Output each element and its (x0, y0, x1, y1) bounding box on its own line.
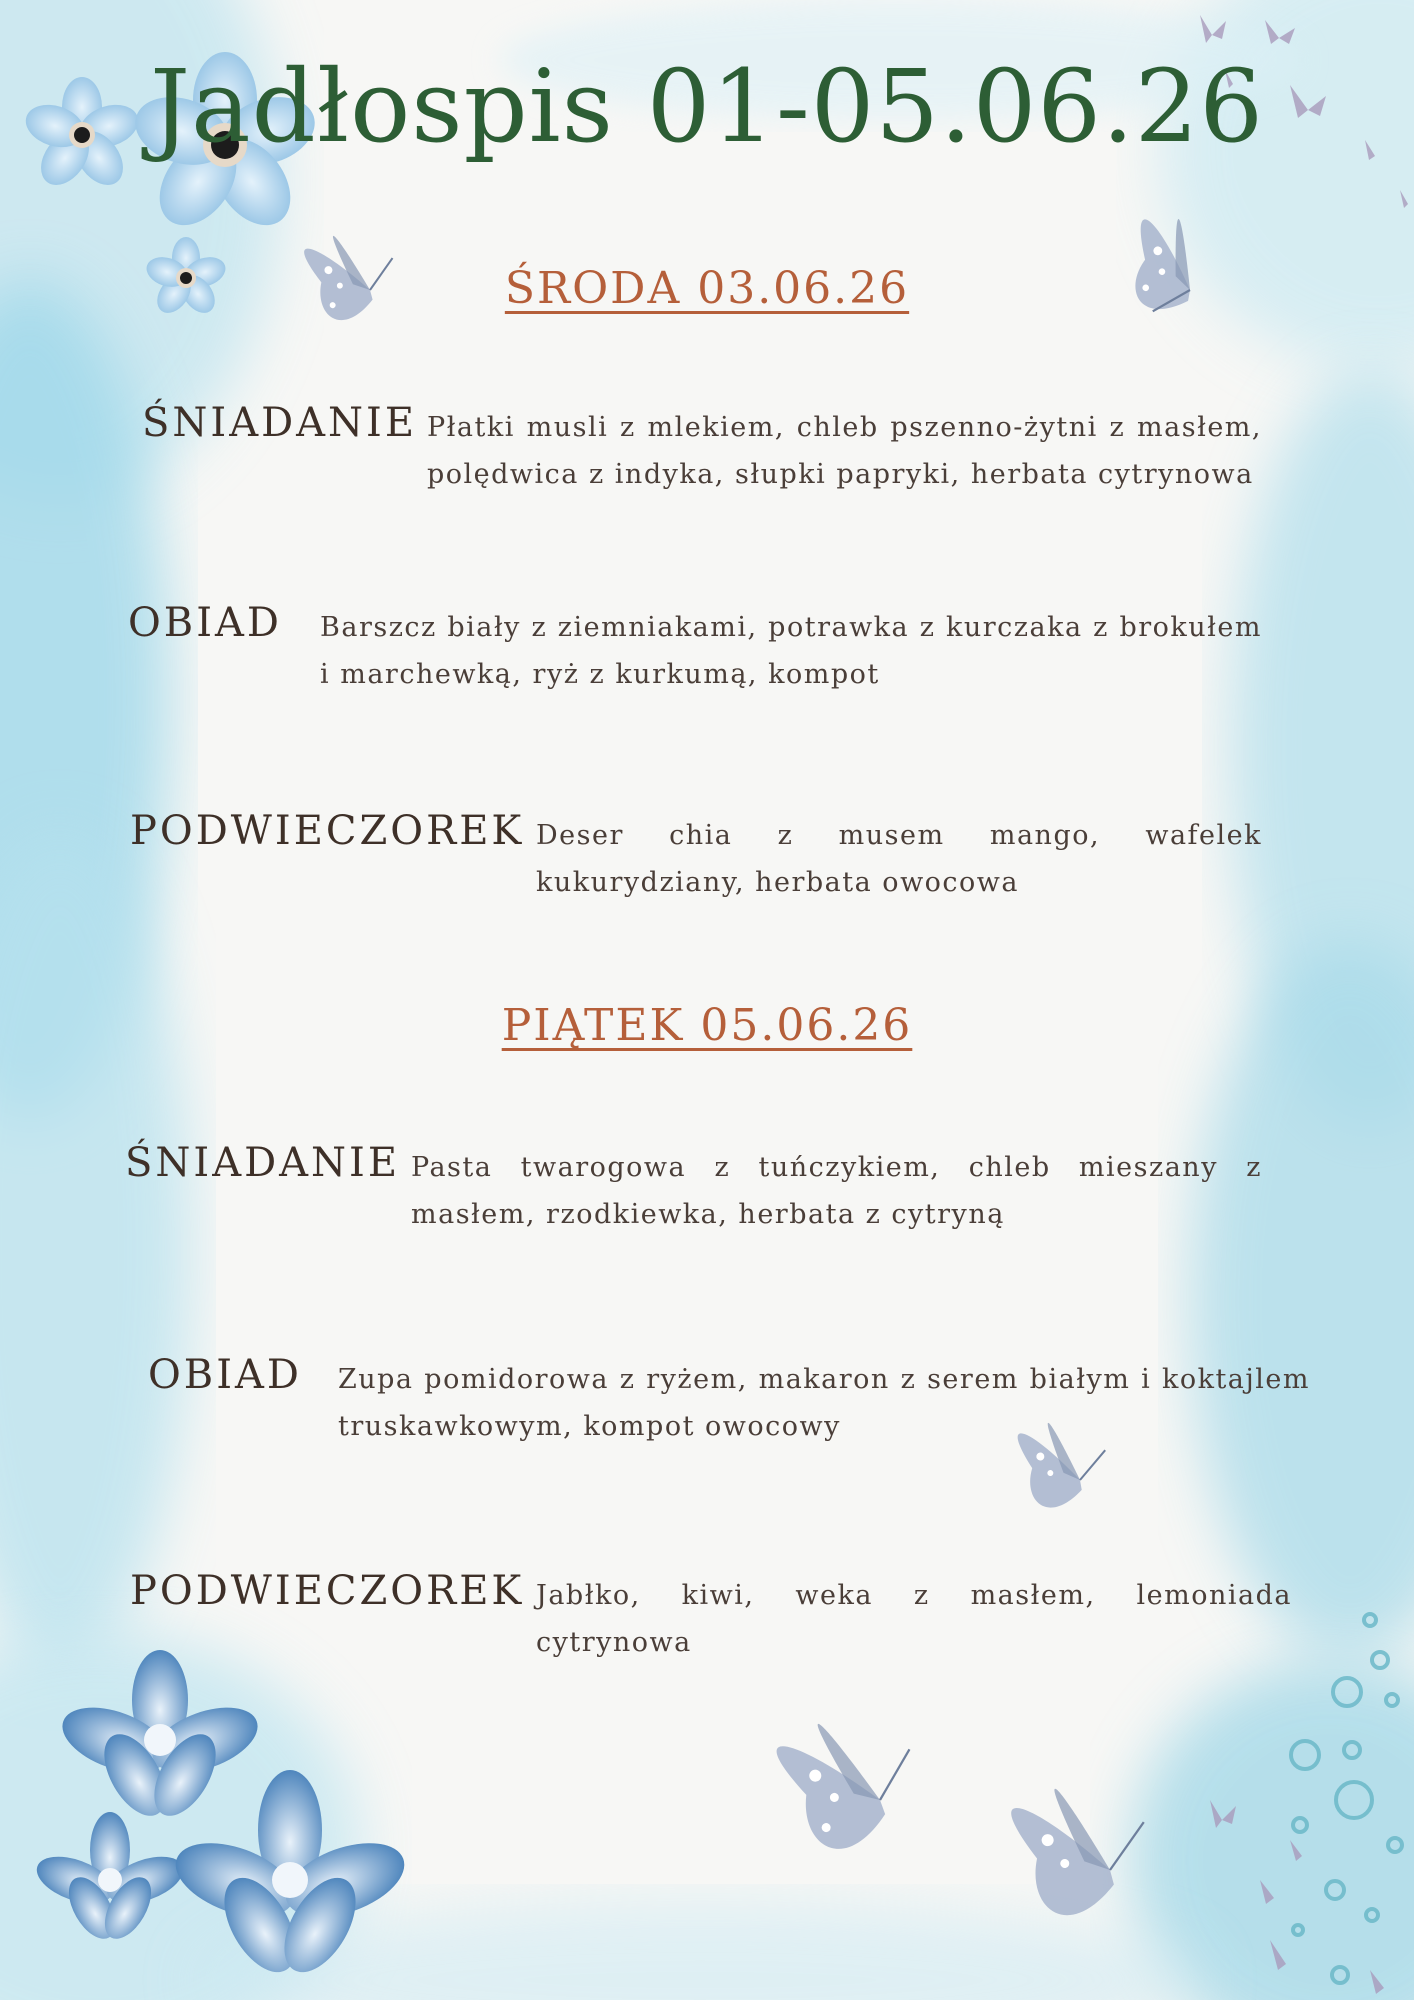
meal-text: Deser chia z musem mango, wafelek kukurydziany, herbata owocowa (536, 820, 1262, 898)
day-heading-piatek: PIĄTEK 05.06.26 (501, 1000, 913, 1051)
meal-label: OBIAD (128, 600, 282, 646)
meal-label: ŚNIADANIE (142, 400, 418, 446)
meal-label: PODWIECZOREK (130, 808, 525, 854)
meal-text: Jabłko, kiwi, weka z masłem, lemoniada cytrynowa (536, 1580, 1292, 1658)
page-title: Jadłospis 01-05.06.26 (149, 48, 1265, 165)
day-heading-sroda: ŚRODA 03.06.26 (504, 263, 910, 314)
butterfly-icon (772, 1697, 934, 1859)
meal-text: Płatki musli z mlekiem, chleb pszenno-żytni z masłem, polędwica z indyka, słupki papryki, herbata cytrynowa (427, 412, 1262, 490)
meal-text: Zupa pomidorowa z ryżem, makaron z serem białym i koktajlem truskawkowym, kompot owocowy (338, 1364, 1310, 1442)
meal-label: ŚNIADANIE (125, 1140, 401, 1186)
meal-text: Barszcz biały z ziemniakami, potrawka z kurczaka z brokułem i marchewką, ryż z kurkumą, kompot (320, 612, 1262, 690)
meal-text: Pasta twarogowa z tuńczykiem, chleb mieszany z masłem, rzodkiewka, herbata z cytryną (411, 1152, 1262, 1230)
meal-label: OBIAD (148, 1352, 302, 1398)
meal-label: PODWIECZOREK (130, 1568, 525, 1614)
